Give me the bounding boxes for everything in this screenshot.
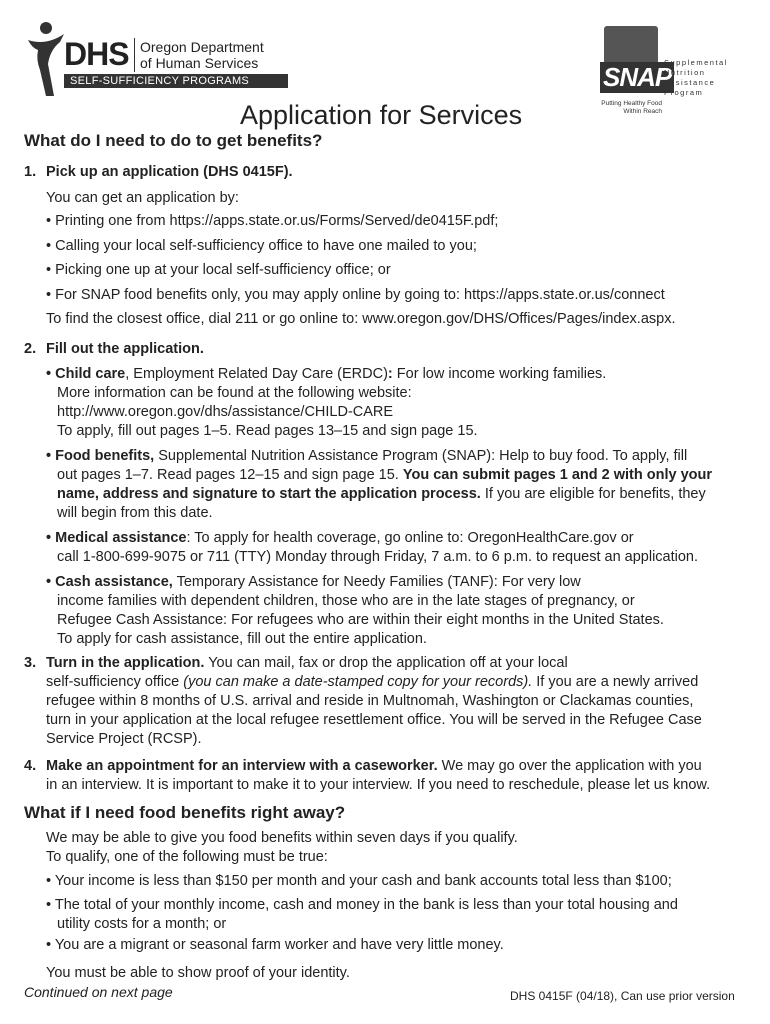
step3-title: Turn in the application.	[46, 655, 205, 671]
step3-text-1: You can mail, fax or drop the application off at your local	[204, 655, 568, 671]
dhs-abbreviation: DHS	[64, 36, 129, 72]
cash-label: Cash assistance,	[55, 574, 173, 590]
step4-line-2: in an interview. It is important to make it to your interview. If you need to reschedule, please let us know.	[46, 777, 711, 793]
qualify-bullet-1: • Your income is less than $150 per month and your cash and bank accounts total less than $100;	[46, 872, 672, 891]
food-benefits-item: • Food benefits, Supplemental Nutrition Assistance Program (SNAP): Help to buy food. To apply, fill	[46, 448, 688, 464]
step3-line-2	[46, 673, 698, 692]
step1-title: Pick up an application (DHS 0415F).	[46, 164, 293, 180]
cash-line-2: income families with dependent children, those who are in the late stages of pregnancy, or	[57, 593, 635, 609]
child-care-text-1: , Employment Related Day Care (ERDC)	[125, 366, 388, 382]
dhs-logo	[24, 20, 284, 100]
child-care-url[interactable]: http://www.oregon.gov/dhs/assistance/CHILD-CARE	[57, 404, 394, 420]
step1-number: 1.	[24, 164, 37, 180]
food-benefits-text-3a: name, address and signature to start the application process.	[57, 486, 481, 502]
step1-closest-office: To find the closest office, dial 211 or go online to: www.oregon.gov/DHS/Offices/Pages/index.aspx.	[46, 311, 676, 327]
snap-line-2: Nutrition	[664, 68, 706, 77]
step3-line-5: Service Project (RCSP).	[46, 731, 202, 747]
step3-text-2a: self-sufficiency office	[46, 674, 184, 690]
step3-number: 3.	[24, 655, 37, 671]
snap-line-3: Assistance	[664, 78, 716, 87]
food-benefits-text-3b: If you are eligible for benefits, they	[480, 486, 706, 502]
medical-text-1: : To apply for health coverage, go online to: OregonHealthCare.gov or	[186, 530, 634, 546]
food-benefits-text-2a: out pages 1–7. Read pages 12–15 and sign page 15.	[57, 467, 403, 483]
step3-text-2c: If you are a newly arrived	[532, 674, 699, 690]
step3-line-4: turn in your application at the local refugee resettlement office. You will be served in the Refugee Case	[46, 712, 702, 728]
cash-line-3: Refugee Cash Assistance: For refugees who are within their eight months in the United States.	[57, 612, 664, 628]
child-care-text-2: For low income working families.	[392, 366, 607, 382]
food-benefits-text-2b: You can submit pages 1 and 2 with only your	[402, 467, 712, 483]
food-benefits-text-1: Supplemental Nutrition Assistance Program (SNAP): Help to buy food. To apply, fill	[154, 448, 688, 464]
food-benefits-line-3	[57, 485, 706, 504]
qualify-bullet-2-cont: utility costs for a month; or	[57, 916, 227, 932]
snap-line-4: Program	[664, 88, 704, 97]
step1-bullet-2: • Calling your local self-sufficiency office to have one mailed to you;	[46, 237, 477, 256]
page-title: Application for Services	[240, 100, 523, 130]
person-figure-icon	[24, 20, 68, 98]
cash-line-4: To apply for cash assistance, fill out the entire application.	[57, 631, 427, 647]
medical-line-2: call 1-800-699-9075 or 711 (TTY) Monday through Friday, 7 a.m. to 6 p.m. to request an application.	[57, 549, 699, 565]
qualify-bullet-2: • The total of your monthly income, cash and money in the bank is less than your total housing and	[46, 896, 678, 915]
step3-line-3: refugee within 8 months of U.S. arrival and reside in Multnomah, Washington or Clackamas counties,	[46, 693, 694, 709]
step1-bullet-3: • Picking one up at your local self-sufficiency office; or	[46, 261, 391, 280]
section-heading-benefits: What do I need to do to get benefits?	[24, 131, 323, 150]
step3-text-2b: (you can make a date-stamped copy for your records).	[183, 674, 533, 690]
logo-divider	[134, 38, 135, 72]
step3-line-1	[46, 654, 568, 673]
step1-intro: You can get an application by:	[46, 190, 239, 206]
form-id: DHS 0415F (04/18), Can use prior version	[510, 989, 735, 1003]
qualify-bullet-3: • You are a migrant or seasonal farm worker and have very little money.	[46, 936, 504, 955]
step2-number: 2.	[24, 341, 37, 357]
child-care-colon: :	[387, 366, 393, 382]
snap-tagline-1: Putting Healthy Food	[601, 100, 662, 107]
step4-title: Make an appointment for an interview with a caseworker.	[46, 758, 438, 774]
continued-note: Continued on next page	[24, 984, 173, 1000]
step1-bullet-1: • Printing one from https://apps.state.or.us/Forms/Served/de0415F.pdf;	[46, 212, 498, 231]
medical-label: Medical assistance	[55, 530, 187, 546]
org-line-2: of Human Services	[140, 55, 259, 71]
child-care-item: • Child care, Employment Related Day Care (ERDC): For low income working families.	[46, 366, 607, 382]
snap-line-1: Supplemental	[664, 58, 728, 67]
food-benefits-label: Food benefits,	[55, 448, 155, 464]
food-right-away-line-1: We may be able to give you food benefits within seven days if you qualify.	[46, 830, 518, 846]
snap-wordmark: SNAP	[600, 62, 674, 93]
child-care-label: Child care	[55, 366, 126, 382]
snap-acronym-lines	[664, 58, 728, 98]
step4-number: 4.	[24, 758, 37, 774]
org-name	[140, 39, 264, 71]
snap-tagline-2: Within Reach	[623, 108, 662, 115]
snap-tagline	[598, 100, 662, 116]
child-care-line-4: To apply, fill out pages 1–5. Read pages 13–15 and sign page 15.	[57, 423, 478, 439]
medical-item: • Medical assistance: To apply for health coverage, go online to: OregonHealthCare.gov or	[46, 530, 634, 546]
step4-text-1: We may go over the application with you	[437, 758, 702, 774]
child-care-line-2: More information can be found at the following website:	[57, 385, 412, 401]
food-benefits-line-4: will begin from this date.	[57, 505, 213, 521]
step2-title: Fill out the application.	[46, 341, 204, 357]
org-line-1: Oregon Department	[140, 39, 264, 55]
program-bar: SELF-SUFFICIENCY PROGRAMS	[64, 74, 288, 88]
food-right-away-line-2: To qualify, one of the following must be true:	[46, 849, 328, 865]
cash-text-1: Temporary Assistance for Needy Families (TANF): For very low	[172, 574, 581, 590]
section-heading-food-right-away: What if I need food benefits right away?	[24, 803, 346, 822]
cash-item: • Cash assistance, Temporary Assistance for Needy Families (TANF): For very low	[46, 574, 581, 590]
identity-proof-note: You must be able to show proof of your identity.	[46, 965, 350, 981]
food-benefits-line-2	[57, 466, 712, 485]
snap-logo	[598, 22, 758, 122]
step4-line-1	[46, 757, 702, 776]
step1-bullet-4: • For SNAP food benefits only, you may apply online by going to: https://apps.state.or.us/connect	[46, 286, 665, 305]
